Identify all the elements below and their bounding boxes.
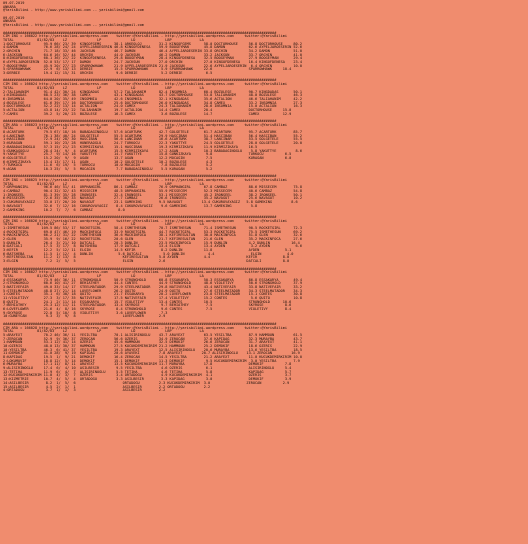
race-row: 7:CAMEX 39.2 5/ 20/ 23 BOZULESE 16.3 CAMEX 3.6 BOZULESE 14.7 CAMEX 12.9 — [3, 111, 292, 116]
race-row: 1:HAMMOUN 53.1 12/ 41/ 14 OZERIS 45.6 HAMMOUN 32.5 DEMOKIF 26.6 ZEROCAN 31.7 ARAYEXT 41.1 — [3, 340, 302, 345]
race-row: 6:JACKSUN 64.6 16/ 52/ 44 ORCHIN 44.0 JACKSUN 46.2 DAMON 33.2 JACKSUN 33.7 ORCHIN 41.0 — [3, 52, 302, 57]
race-row: 5:ARAYEXT 70.2 46/ 36/ 11 YESILTBA 70.1 ALISIRINOGLU 43.7 ARAYEXT 63.5 YESILTBA 87.9 HAMMOUN 61.5 — [3, 332, 302, 337]
race-row: 1:CONTES 35.1 6/ 30/ 18 QUITO 21.7 ESSAKARYA 20.2 LOVEFLOWER 23.8 STEELMATADOR 15.1 CONTES 30.8 — [3, 292, 302, 297]
race-row: 7:TURKOCU 11.6 6/ 19/ 5 TURKOCU 10.0 MOCAGIN 7.8 BOZULESE 5.2 — [3, 163, 213, 168]
race-row: 6:LOVEFLOWER 21.6 4/ 8/ 16 SKYROSE 8.4 STRONGHOLD 9.6 CONTES 7.5 VIOLETIVY 8.4 — [3, 307, 292, 312]
race-row: 1:IRONSEEL 81.3 39/ 35/ 28 IRONSEEL 32.4 IRONSEEL 53.1 MISSECEM 45.2 IRONSEEL 38.2 IRONSEEL 50.1 — [3, 192, 302, 197]
header-line: 09.07.2019 — [3, 15, 25, 20]
race-row: 12:KUCUKDEMIRKIRIM 11.0 4/ 3/ 7 OZERIS 3.4 ORTADOGU 4.9 KUCUKDEMIRKIRIM 4.1 OZERIS 3.7 — [3, 373, 292, 378]
race-row: 2:BABADAGINOGLU 57.3 15/ 21/ 23 KIRMIZIKAYA 15.1 HASCIBAN 19.3 KIRMIZIKAYA 11.9 KIRMIZIKAYA 16.5 — [3, 144, 258, 149]
race-column-header: TOTAL 81/82/83 LZ LP LD LBP LA — [3, 126, 204, 131]
race-row: 2:TALIAHANIM 91.4 42/ 30/ 24 KINGDADAS 57.2 TALIAHANIM 82.4 INSOMNIA 60.4 BOZULESE 90.7 KINGDADAS 50.1 — [3, 89, 302, 94]
race-row: 1:KINGDADAS 68.5 23/ 36/ 38 CAMEX 43.1 KINGDADAS 43.7 DOCTORHOUSE 53.8 TALIAHANIM 48.0 BOZULESE 46.3 — [3, 93, 302, 98]
race-row: 3:ELGIN 7.2 2/ 5/ 5 ELGIN 2.6 DATCALI 8.0 — [3, 259, 290, 264]
race-row: 8:ACARTURK 79.5 67/ 18/ 16 BABADAGINOGLU 57.6 ACARTURK 42.7 GOLGETELE 61.7 ACARTURK 95.7 ACARTURK 85.7 — [3, 130, 302, 135]
race-column-header: TOTAL 81/82/83 LZ LP LD LBP LA — [3, 273, 204, 278]
race-separator: ################################################################################################################################ — [3, 266, 277, 271]
race-row: 1:ISMETHESUN 109.5 86/ 53/ 17 ROCKETGIRL 58.4 ISMETHESUN 70.7 ISMETHESUN 71.4 ISMETHESUN 90.5 ROCKETGIRL 72.3 — [3, 225, 302, 230]
race-row: 9:SKYROSE 22.0 5/ 10/ 8 VIOLETIVY 3.6 LOVEFLOWER 7.3 — [3, 310, 168, 315]
race-row: 2:GAMEKING 10.2 7/ 7/ 6 CAMBAZ 8.0 — [3, 207, 125, 212]
race-row: 4:CAMBAZ 90.4 32/ 32/ 43 MISSECEM 48.5 ORPHANGIRL 55.9 MISSECEM 52.3 MISSECEM 40.6 CAMBAZ 54.8 — [3, 189, 302, 194]
race-column-header: TOTAL 81/82/83 LZ LP LD LBP LA — [3, 181, 204, 186]
header-line: @YarisBilimi - http://www.yarisbilimi.com -- yarisbilimi@gmail.com — [3, 23, 144, 28]
race-title: CIM ING = 166027 http://yarisbilimi.wordpress.com twitter:@YarisBilimi - http://yarisbilimi.wordpress.com twitter:@YarisBilimi — [3, 270, 288, 275]
race-title: CIM ING = 166025 http://yarisbilimi.wordpress.com twitter:@YarisBilimi - http://yarisbilimi.wordpress.com twitter:@YarisBilimi — [3, 178, 288, 182]
race-row: 4:ESSAKARYA 73.9 46/ 36/ 11 STRONGHOLD 50.9 STRONGHOLD 60.8 ESSAKARYA 50.3 ESSAKARYA 86.8 ESSAKARYA 49.4 — [3, 277, 302, 282]
race-row: 6:MISSECEM 72.6 35/ 30/ 33 NAVAGUT 27.7 CAMBAZ 26.6 IRONSEEL 35.2 NAVAGUT 25.6 NAVAGUT 10.2 — [3, 196, 302, 201]
race-separator: ################################################################################################################################ — [3, 78, 277, 83]
race-row: 2:GLEN 35.9 9/ 16/ 22 ROCKETGIRL 20.6 GLEN 21.7 KEFIRESULTAN 21.6 GLEN 35.2 MACKINFOCA 27.6 — [3, 237, 302, 241]
race-row: 1:HASCIBAN 72.9 24/ 28/ 30 HASCIBAN 56.6 LANCINAR 16.6 ACARTURK 38.7 LANCINAR 53.5 GOLGETELE 55.5 — [3, 137, 302, 142]
header-line: 09.07.2019 — [3, 1, 25, 5]
race-separator: ################################################################################################################################ — [3, 214, 277, 219]
race-row: 13:KIZMETRIE 10.7 4/ 5/ 4 ORTADOGU 3.3 ASILBESIR 3.3 KAPIDAG 3.0 DEMOKIF 3.9 — [3, 377, 292, 382]
race-row: 2:STRONGHOLD 60.6 10/ 41/ 27 BEHIATHEY 44.4 CONTES 44.9 STRONGHOLD 48.6 VIOLETIVY 50.6 STRONGHOLD 37.9 — [3, 281, 302, 286]
race-row: 10:OZERIS 48.0 13/ 30/ 37 HAMMOUN 27.5 KUCUKDEMIRKIRIM 21.2 HAMMOUN 25.2 DEMOKIF 18.6 OZERIS 22.9 — [3, 343, 302, 348]
race-row: 5:DUNLIN 26.4 3/ 21/ 10 DATCALI 20.3 DUNLIN 23.5 MACKINFOCA 15.9 DUNLIN 4.2 DUNLIN 16.4 — [3, 240, 300, 245]
race-row: 4:ROCKETGIRL 69.0 47/ 46/ 19 MACKINFOCA 33.9 ROCKETGIRL 44.7 ROCKETGIRL 53.3 ROCKETGIRL 75.5 ISMETHESUN 69.2 — [3, 229, 302, 234]
race-title: CIM ING = 166026 http://yarisbilimi.wordpress.com twitter:@YarisBilimi - http://yarisbilimi.wordpress.com twitter:@YarisBilimi — [3, 218, 288, 223]
race-column-header: TOTAL 81/82/83 LZ LP LD LBP LA — [3, 222, 204, 227]
race-row: 8:DATCALI 17.5 3/ 17/ 8 BATSHEBA 17.9 DATCALI 13.4 ELGIN 13.4 AYDEN 3.2 AYDEN 6.6 — [3, 244, 302, 249]
race-row: 9:ALISIRINOGLU 17.4 6/ 4/ 10 ASILBESIR 9.5 YESILTBA 4.6 OZERIS 6.1 ALISIRINOGLU 5.4 — [3, 366, 292, 371]
header-line: ANKARA — [3, 19, 16, 24]
race-row: 9:MACKINFOCA 66.2 21/ 31/ 22 ISMETHESUN 36.6 MACKINFOCA 38.1 KEFIRESULTAN 30.0 MACKINFOCA 51.8 GLEN 32.6 — [3, 233, 302, 238]
race-row: 8:KAPIDAG 19.5 1/ 9/ 21 DEMOKIF 16.4 ZEROCAN 14.5 YESILTBA 21.2 ARAYEXT 11.0 KUCUKDEMIRKIRIM 10.0 — [3, 355, 302, 359]
race-row: 7:ZEROCAN 52.9 9/ 36/ 37 ZEROCAN 56.6 OZERIS 34.9 ZEROCAN 37.6 KAPIDAG 32.3 MURAYBA 43.7 — [3, 336, 302, 341]
race-row: 5:GUNKAGOGLU 28.4 24/ 9/ 4 ACARTURK 15.5 KIRMIZIKAYA 17.2 AGAN 10.3 BABADAGINOGLU 5.8 YAKUTTYE 8.6 — [3, 148, 302, 153]
race-title: CIM ING = 166022 http://yarisbilimi.wordpress.com twitter:@YarisBilimi - http://yarisbilimi.wordpress.com twitter:@YarisBilimi — [3, 34, 288, 39]
race-row: 6:BATSHEBA 11.5 1/ 12/ 4 DUNLIN 5.6 DATCALI 5.0 DUNLIN 4.4 ELGIN 4.0 — [3, 251, 294, 256]
race-row: 15:ASILBESIR 4.5 2/ 1/ 1 ASILBESIR 2.2 ORTADOGU 2.2 — [3, 384, 211, 389]
race-row: 8:KINGOFDENESA 60.1 36/ 21/ 22 KINGOFDENESA 29.8 BOOGEYMAN 28.4 KINGOFDENESA 32.5 BOOGEYMAN 27.9 BOOGEYMAN 29.4 — [3, 56, 302, 61]
race-row: 5:STEELMATADOR 48.8 27/ 21/ 14 LOVEFLOWER 26.2 QUITO 24.9 QUITO 27.6 STEELMATADOR 34.3 STEELMATADOR 34.3 — [3, 288, 302, 293]
race-row: 3:DOCTORHOUSE 52.2 22/ 13/ 14 ACTALION 24.0 CAMEX 24.3 TALIAHANIM 28.6 INSOMNIA 15.0 ACTALION 16.3 — [3, 104, 302, 109]
race-separator: ################################################################################################################################ — [3, 30, 277, 35]
race-separator: ################################################################################################################################ — [3, 321, 277, 326]
race-row: 4:DAMON 76.6 28/ 24/ 24 AYPELJAROESERIN 46.8 KINGOFDENESA 59.9 BOOGEYMAN 45.8 DAMON 62.6 AYPELJAROESERIN 52.6 — [3, 45, 302, 50]
header-line: @YarisBilimi - http://www.yarisbilimi.com -- yarisbilimi@gmail.com — [3, 8, 144, 13]
race-row: 3:KEFIR 12.2 5/ 12/ 11 ELGIN 14.5 KEFIR 8.2 DUNLIN 11.8 AYDEN 5.1 — [3, 248, 292, 253]
race-column-header: TOTAL 81/82/83 LZ LP LD LBP LA — [3, 329, 204, 334]
race-row: 3:DERBIE 19.4 12/ 15/ 31 ORCHIN 9.6 DERBIE 5.2 DERBIE 6.5 — [3, 71, 213, 76]
race-row: 11:VIOLETIVY 27.3 3/ 17/ 35 NATIVEFAIR 17.5 NATIVEFAIR 17.4 VIOLETIVY 15.2 CONTES 5.6 QUITO 10.8 — [3, 296, 302, 300]
race-row: 10:YESILTBA 46.3 6/ 41/ 37 YESILTBA 19.3 ARAYEXT 12.5 ALISIRINOGLU 20.6 MURAYBA 13.6 YESILTBA 18.5 — [3, 347, 302, 352]
race-gap — [3, 393, 525, 397]
race-column-header: TOTAL 81/82/83 LZ LP LD LBP LA — [3, 85, 204, 90]
race-row: 11:DEMOKIF 41.0 28/ 9/ 19 KAPIDAG 20.6 AYAVEKI 7.8 ARAYEXT 20.7 ALISIRINOGLU 13.1 ZEROCAN 16.9 — [3, 351, 300, 356]
race-row: 1:DOCTORHOUSE 95.9 66/ 23/ 39 KINGOFGEMS 38.1 ARKEOLOJ 31.2 KINGOFGEMS 58.0 DOCTORHOUSE 56.8 DOCTORHOUSE 80.2 — [3, 41, 302, 46]
race-separator: ################################################################################################################################ — [3, 174, 277, 179]
race-row: 7:BEHIATHEY 25.3 12/ 11/ 11 STEELMATADOR 13.4 SKYROSE 9.7 BEHIATHEY 7.5 SKYROSE 8.6 — [3, 303, 292, 308]
header-line: ANKARA — [3, 4, 16, 9]
race-row: 8:QUITO 24.1 2/ 11/ 14 ESSAKARYA 15.7 VIOLETIVY 13.4 CONTES 10.5 STRONGHOLD 10.6 — [3, 299, 292, 304]
race-title: CIM ARA = 166023 http://yarisbilimi.wordpress.com twitter:@YarisBilimi - http://yarisbilimi.wordpress.com twitter:@YarisBilimi — [3, 122, 288, 127]
race-row: 6:GOLGETELE 15.2 20/ 9/ 9 AGAN 13.7 AGAN 12.2 MOCAGIN 7.5 KURAGAN 6.0 — [3, 155, 292, 160]
race-row: 6:INSOMNIA 64.0 20/ 35/ 49 INSOMNIA 42.6 INSOMNIA 32.1 KINGDADAS 35.6 ACTALION 46.6 TALIAHANIM 42.2 — [3, 96, 302, 101]
race-row: 9:AGAN 10.3 25/ 5/ 5 MOCAGIN 7.7 BABADAGINOGLU 5.5 KURAGAN 5.2 — [3, 166, 213, 171]
race-row: 9:YAKUTTYE 25.7 9/ 14/ 16 YAKUTTYE 14.7 YAKUTTYE 15.8 GUNKIZKAYA 9.8 TURKOCU 6.5 — [3, 152, 292, 157]
race-row: 6:AYPELJAROESERIN 52.0 53/ 17/ 17 DAMON 24.7 JACKSUN 27.0 ORCHIN 27.0 KINGOFDENESA 16.4 KINGOFDENESA 23.4 — [3, 60, 302, 64]
race-row: 6:MURAYBA 17.1 11/ 8/ 11 ARAYEXT 13.5 KUCUKDEMIRKIRIM 11.7 MURAYBA 17.8 DEMOKIF 7.8 — [3, 362, 292, 367]
race-title: CIM ING = 166024 http://yarisbilimi.wordpress.com twitter:@YarisBilimi - http://yarisbilimi.wordpress.com twitter:@YarisBilimi — [3, 82, 288, 87]
race-row: 14:ASILBESIR 8.2 1/ 5/ 6 ORTADOGU 2.3 KUCUKDEMIRKIRIM 3.0 ZEROCAN 2.9 — [3, 380, 290, 385]
race-row: 3:KURAGAN 59.1 10/ 23/ 28 HUNERAOGLU 24.7 TURKOCU 22.3 YAKUTTYE 24.5 GOLGETELE 28.0 GOLGETELE 20.0 — [3, 141, 302, 146]
race-row: 6:KIRMIZIKAYA 15.4 13/ 17/ 11 AGAN 10.2 GOLGETELE 10.2 BOZULESE 4.3 — [3, 159, 213, 164]
race-row: 10:GUNEYCAN 9.3 3/ 9/ 8 LOVEFLOWER 2.9 — [3, 314, 166, 319]
race-row: 5:SPARROWHAWK 22.9 6/ 13/ 13 DERBIE 15.5 SPARROWHAWK 5.9 SPARROWHAWK 22.6 SPARROWHAWK 10.4 — [3, 67, 292, 72]
race-row: 5:ACTALION 43.8 14/ 23/ 22 TALIAHANIM 19.7 ACTALION 14.4 CAMEX 20.4 DOCTORHOUSE 15.0 — [3, 107, 292, 112]
race-row: 4:BOZULESE 61.6 39/ 17/ 16 DOCTORHOUSE 25.6 DOCTORHOUSE 26.0 KINGDADAS 34.8 CAMEX 33.2 INSOMNIA 27.3 — [3, 100, 302, 105]
race-row: 7:KEFIRESULTAN 11.2 1/ 13/ 8 KEFIRESULTAN 5.0 AYDEN 4.4 KEFIR 8.0 — [3, 255, 290, 260]
race-row: 2:LOKUMUVIF 18.8 12/ 5/ 14 DEMOKIF 15.1 DEMOKIF 11.3 DEMOKIF 9.5 KUCUKDEMIRKIRIM 3.0 YESILTBA 7.9 — [3, 358, 300, 363]
race-title: CIM ARA = 166028 http://yarisbilimi.wordpress.com twitter:@YarisBilimi - http://yarisbilimi.wordpress.com twitter:@YarisBilimi — [3, 325, 288, 330]
race-row: 3:NATIVEFAIR 49.0 33/ 14/ 17 STEELMATADOR 29.9 STEELMATADOR 29.8 NATIVEFAIR 43.4 NATIVEFAIR 33.8 NATIVEFAIR 33.2 — [3, 284, 302, 289]
race-row: 4:LANCINAR 76.1 38/ 40/ 24 GOLGETELE 55.5 ACARTURK 29.9 HASCIBAN 51.4 HASCIBAN 56.4 HASCIBAN 55.2 — [3, 133, 302, 138]
race-row: 7:BOOGEYMAN 45.9 20/ 27/ 23 SPARROWHAWK 21.9 AYPELJAROESERIN 21.9 JACKSUN 22.6 AYPELJAROESERIN 6.4 ORCHIN 10.0 — [3, 63, 302, 68]
race-row: 5:NAVAGUT 32.6 7/ 12/ 16 CUKUROVAYAGIZ 8.4 CUKUROVAYAGIZ 9.6 GAMEKING 13.7 GAMEKING 5.8 — [3, 203, 258, 208]
race-row: 2:ORCHIN 71.7 18/ 33/ 46 JACKSUN 46.7 DAMON 46.4 AYPELJAROESERIN 33.8 ORCHIN 34.2 DAMON 51.0 — [3, 48, 302, 53]
race-row: 7:ORPHANGIRL 96.6 46/ 51/ 41 ORPHANGIRL 86.1 CAMBAZ 76.9 ORPHANGIRL 67.8 CAMBAZ 88.6 MISSECEM 75.8 — [3, 185, 302, 190]
race-row: 13:TETIHA 11.9 6/ 4/ 7 ALISIRINOGLU 5.5 TETIHA 4.6 TETIHA 5.8 KAPIDAG 5.7 — [3, 369, 292, 374]
race-row: 4:ORTADOGU 3.7 1/ 1/ 3 ASILBESIR 2.2 — [3, 388, 166, 393]
race-row: 3:CUKUROVAYAGIZ 33.0 17/ 20/ 20 NAVAGUT 23.1 GAMEKING 9.5 NAVAGUT 13.4 CUKUROVAYAGIZ 5.8 GAMEKING 8.6 — [3, 200, 298, 205]
race-column-header: TOTAL 81/82/83 LZ LP LD LBP LA — [3, 37, 204, 42]
race-separator: ################################################################################################################################ — [3, 119, 277, 123]
